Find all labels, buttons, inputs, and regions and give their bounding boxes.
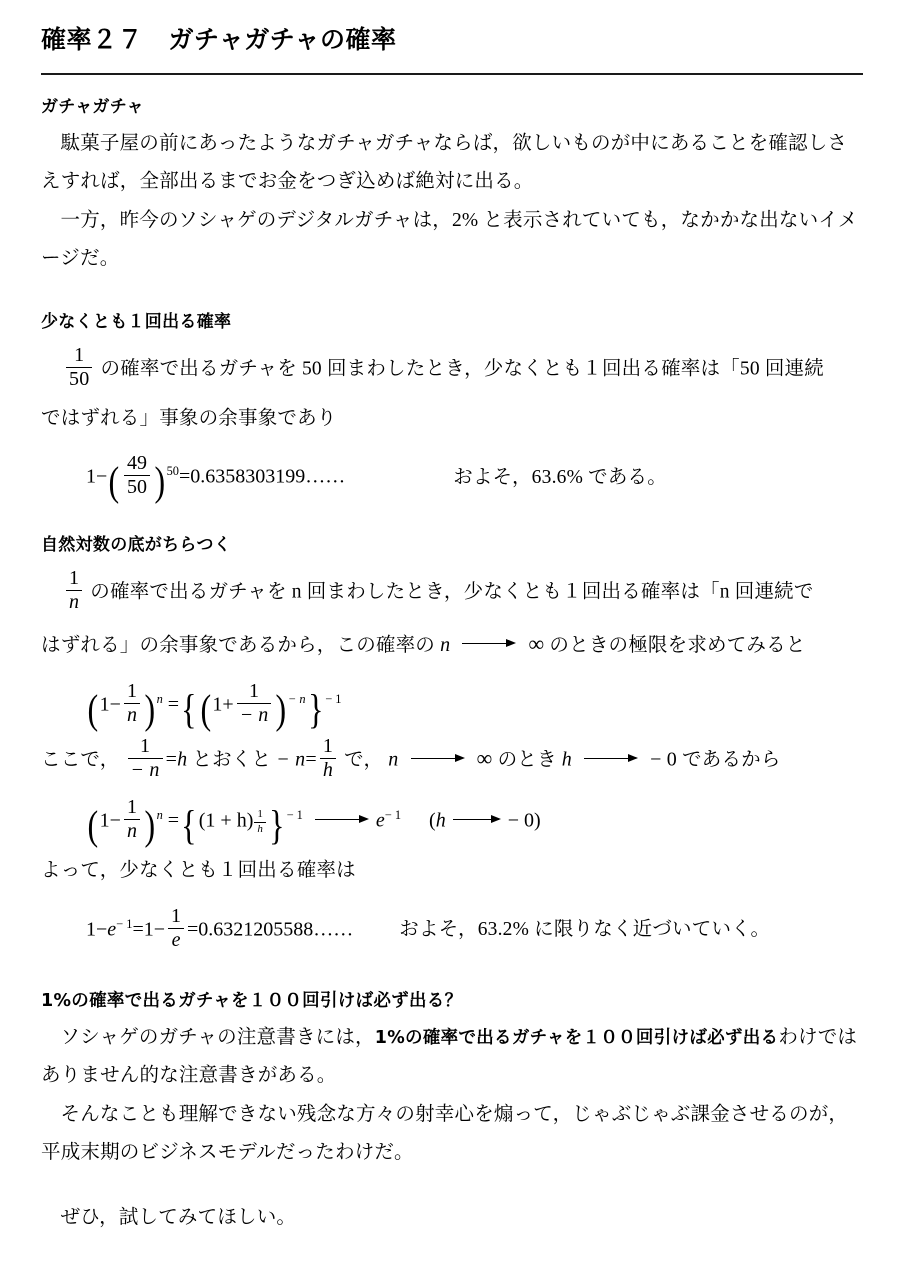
variable-h: h bbox=[561, 748, 572, 771]
equation-50-trials-expression: 1−( $\frac{49}{50}$ ) $^{50}$=0.6358303199…… bbox=[86, 452, 346, 505]
equation-limit-result-expression: (1− $\frac{1}{n}$ ) $^n$ ={ (1 + h) $\frac{1}{h}$ } $^{- 1}$ $e^{- 1}$ (h − 0) bbox=[87, 796, 541, 849]
variable-n: n bbox=[388, 748, 399, 771]
title-divider bbox=[41, 73, 863, 75]
fraction-one-over-n: $\frac{1}{n}$ bbox=[66, 568, 82, 613]
fraction-one-over-e: $\frac{1}{e}$ bbox=[168, 906, 184, 951]
substitution-mid-1: とおくと bbox=[192, 749, 272, 771]
substitution-tail: であるから bbox=[682, 749, 781, 771]
right-brace-icon: } bbox=[307, 686, 324, 733]
equation-50-trials bbox=[41, 452, 864, 505]
substitution-line: ここで， $\frac{1}{- n}$ =h とおくと − n= $\frac{1}{h}$ で， n ∞ のとき h − 0 であるから bbox=[41, 735, 781, 782]
at-least-once-lead-text: の確率で出るガチャを 50 回まわしたとき，少なくとも１回出る確率は「50 回連続 bbox=[100, 358, 824, 380]
substitution-intro: ここで， bbox=[41, 749, 120, 771]
paragraph-gacha-2: 一方，昨今のソシャゲのデジタルガチャは，2% と表示されていても，なかかな出ないイメージだ。 bbox=[41, 210, 858, 269]
fraction-one-over-n: $\frac{1}{n}$ bbox=[124, 797, 140, 842]
limit-arrow-icon bbox=[584, 754, 638, 764]
napier-conclusion-lead: よって，少なくとも１回出る確率は bbox=[41, 860, 356, 882]
limit-arrow-icon bbox=[315, 815, 369, 825]
left-paren-icon: ( bbox=[108, 458, 120, 505]
limit-arrow-icon bbox=[462, 639, 516, 649]
equation-final-probability bbox=[41, 906, 864, 951]
expression-one-plus-h: (1 + h) bbox=[198, 809, 254, 832]
left-brace-icon: { bbox=[181, 802, 197, 849]
left-paren-icon: ( bbox=[87, 802, 99, 849]
section-heading-gacha: ガチャガチャ bbox=[41, 96, 144, 117]
fraction-49-over-50: $\frac{49}{50}$ bbox=[124, 453, 150, 498]
variable-h: h bbox=[177, 748, 188, 771]
left-paren-icon: ( bbox=[87, 686, 99, 733]
limit-arrow-icon bbox=[411, 754, 465, 764]
substitution-mid-3: のとき bbox=[497, 749, 557, 771]
paragraph-one-percent-1-b: わけではありません的な注意書きがある。 bbox=[41, 1027, 858, 1086]
exponent-50: 50 bbox=[166, 464, 179, 479]
equation-limit-rewrite bbox=[41, 680, 864, 733]
napier-lead-line-2-c: のときの極限を求めてみると bbox=[549, 635, 806, 657]
fraction-one-over-n: $\frac{1}{n}$ bbox=[124, 681, 140, 726]
limit-condition: ( bbox=[429, 809, 436, 832]
expression-minus-n: − n bbox=[276, 748, 306, 771]
napier-lead-text: の確率で出るガチャを n 回まわしたとき，少なくとも１回出る確率は「n 回連続で bbox=[90, 581, 814, 603]
section-heading-one-percent: 1%の確率で出るガチャを１００回引けば必ず出る？ bbox=[41, 990, 463, 1011]
substitution-mid-2: で， bbox=[344, 749, 384, 771]
right-paren-icon: ) bbox=[144, 686, 156, 733]
limit-value-minus-zero: − 0 bbox=[507, 809, 534, 832]
napier-lead-line-1 bbox=[41, 568, 864, 613]
exponent-minus-one: − 1 bbox=[325, 692, 342, 707]
fraction-one-over-h: $\frac{1}{h}$ bbox=[320, 736, 336, 781]
exponent-fraction-one-over-h: $\frac{1}{h}$ bbox=[254, 809, 266, 835]
exponent-n: n bbox=[156, 692, 163, 707]
equation-limit-result bbox=[41, 796, 864, 849]
right-paren-icon: ) bbox=[275, 686, 287, 733]
exponent-minus-one: − 1 bbox=[116, 916, 133, 931]
paragraph-one-percent-2: そんなことも理解できない残念な方々の射幸心を煽って，じゃぶじゃぶ課金させるのが，平成末期のビジネスモデルだったわけだ。 bbox=[41, 1104, 849, 1163]
variable-h: h bbox=[435, 809, 446, 832]
fraction-one-over-fifty: $\frac{1}{50}$ bbox=[66, 345, 92, 390]
napier-lead-line-2-a: はずれる」の余事象であるから，この確率の bbox=[41, 635, 436, 657]
equation-final-probability-note: およそ，63.2% に限りなく近づいていく。 bbox=[399, 919, 771, 941]
right-brace-icon: } bbox=[269, 802, 285, 849]
infinity-symbol: ∞ bbox=[528, 631, 545, 657]
constant-e: e bbox=[107, 918, 117, 941]
limit-value-minus-zero: − 0 bbox=[650, 748, 677, 771]
exponent-minus-n: − n bbox=[287, 692, 306, 707]
paragraph-one-percent-3: ぜひ，試してみてほしい。 bbox=[60, 1207, 297, 1228]
left-paren-icon: ( bbox=[200, 686, 211, 733]
paragraph-one-percent-1-a: ソシャゲのガチャの注意書きには， bbox=[60, 1027, 375, 1049]
inline-emphasis-claim: 1%の確率で出るガチャを１００回引けば必ず出る bbox=[374, 1028, 779, 1049]
paragraph-gacha-1: 駄菓子屋の前にあったようなガチャガチャならば，欲しいものが中にあることを確認しさえすれば，全部出るまでお金をつぎ込めば絶対に出る。 bbox=[41, 133, 848, 192]
page-title: 確率２７ ガチャガチャの確率 bbox=[41, 25, 397, 54]
exponent-n: n bbox=[156, 808, 163, 823]
equation-final-probability-expression: $1-e^{- 1}=1-$ $\frac{1}{e}$ =0.6321205588…… bbox=[86, 904, 354, 951]
section-heading-napier: 自然対数の底がちらつく bbox=[41, 535, 232, 556]
exponent-minus-one: − 1 bbox=[286, 808, 303, 823]
left-brace-icon: { bbox=[181, 686, 197, 733]
napier-lead-line-2 bbox=[41, 623, 864, 665]
exponent-minus-one: − 1 bbox=[384, 808, 402, 823]
right-paren-icon: ) bbox=[154, 458, 166, 505]
fraction-one-over-minus-n: $\frac{1}{- n}$ bbox=[237, 681, 272, 726]
fraction-one-over-minus-n: $\frac{1}{- n}$ bbox=[128, 736, 163, 781]
equation-50-trials-note: およそ，63.6% である。 bbox=[453, 466, 667, 488]
variable-n: n bbox=[440, 634, 451, 657]
at-least-once-lead-line-2: ではずれる」事象の余事象であり bbox=[41, 407, 337, 429]
right-paren-icon: ) bbox=[144, 802, 156, 849]
constant-e: e bbox=[375, 809, 385, 832]
paragraph-one-percent-1 bbox=[41, 1019, 864, 1094]
at-least-once-lead-line-1 bbox=[41, 345, 864, 390]
limit-arrow-icon bbox=[453, 815, 501, 825]
equation-limit-rewrite-expression: (1− $\frac{1}{n}$ ) $^n$ ={(1+ $\frac{1}{- n}$ ) $^{- n}$} $^{- 1}$ bbox=[87, 680, 342, 733]
infinity-symbol: ∞ bbox=[476, 745, 493, 771]
paragraph-spacer bbox=[41, 1171, 864, 1193]
section-heading-at-least-once: 少なくとも１回出る確率 bbox=[41, 312, 232, 333]
